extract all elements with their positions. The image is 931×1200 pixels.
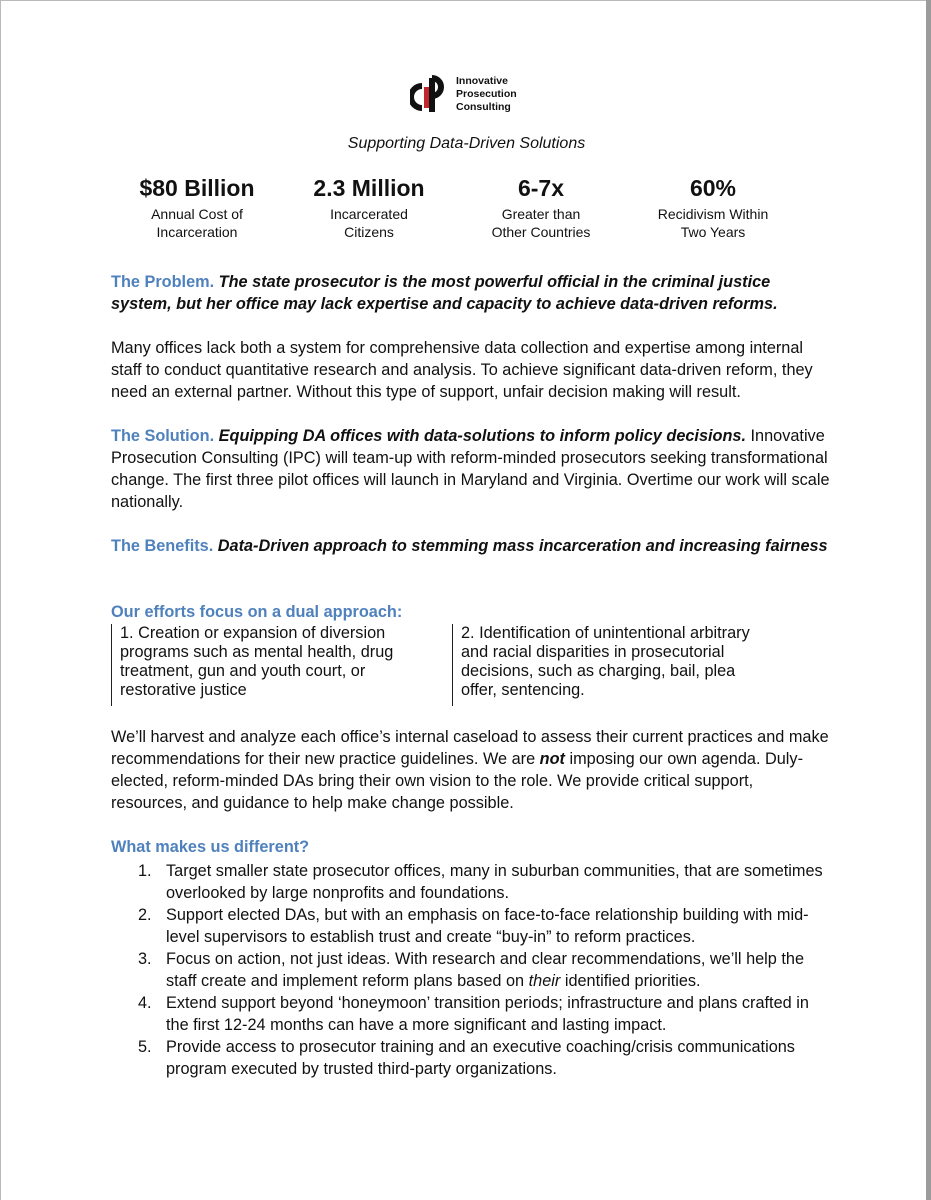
different-list — [111, 860, 831, 1080]
company-logo — [410, 72, 540, 116]
solution-heading: The Solution. — [111, 427, 215, 445]
list-item: 4. Extend support beyond ‘honeymoon’ transition periods; infrastructure and plans crafted in the first 12-24 months can have a more significant and lasting impact. — [138, 994, 809, 1034]
stat-incarcerated — [274, 173, 464, 241]
benefits-section — [111, 535, 831, 557]
page-shadow — [926, 0, 931, 1200]
dual-approach-column-2: 2. Identification of unintentional arbitrary and racial disparities in prosecutorial decisions, such as charging, bail, plea offer, sentencing. — [452, 624, 751, 706]
stat-comparison — [446, 173, 636, 241]
logo-text — [456, 75, 517, 114]
stat-label: Annual Cost of Incarceration — [151, 206, 243, 240]
emphasis-not: not — [539, 750, 565, 768]
solution-body: Innovative Prosecution Consulting (IPC) will team-up with reform-minded prosecutors seeking transformational change. The first three pilot offices will launch in Maryland and Virginia. Overtime our work will scale nationally. — [111, 427, 830, 511]
problem-heading: The Problem. — [111, 273, 215, 291]
dual-approach-heading: Our efforts focus on a dual approach: — [111, 603, 403, 621]
stat-value: 60% — [689, 175, 737, 201]
stat-value: 2.3 Million — [313, 175, 425, 201]
stat-cost — [102, 173, 292, 241]
benefits-lead: Data-Driven approach to stemming mass incarceration and increasing fairness — [217, 537, 828, 555]
problem-body: Many offices lack both a system for comprehensive data collection and expertise among internal staff to conduct quantitative research and analysis. To achieve significant data-driven reform, they need an external partner. Without this type of support, unfair decision making will result. — [111, 339, 813, 401]
stat-label: Recidivism Within Two Years — [657, 206, 769, 240]
list-item: 5. Provide access to prosecutor training and an executive coaching/crisis communications program executed by trusted third-party organizations. — [138, 1038, 795, 1078]
stat-recidivism — [618, 173, 808, 241]
different-heading: What makes us different? — [111, 838, 310, 856]
logo-line: Prosecution — [456, 88, 517, 100]
problem-lead: The state prosecutor is the most powerful official in the criminal justice system, but her office may lack expertise and capacity to achieve data-driven reforms. — [111, 273, 778, 313]
stat-label: Incarcerated Citizens — [330, 206, 408, 240]
solution-section — [111, 425, 831, 513]
stat-value: $80 Billion — [139, 175, 255, 201]
harvest-paragraph: We’ll harvest and analyze each office’s internal caseload to assess their current practices and make recommendations for their new practice guidelines. We are not imposing our own agenda. Duly-elected, reform-minded DAs bring their own vision to the role. We provide critical support, resources, and guidance to help make change possible. — [111, 728, 829, 812]
list-item: 3. Focus on action, not just ideas. With research and clear recommendations, we’ll help the staff create and implement reform plans based on their identified priorities. — [138, 950, 805, 990]
benefits-heading: The Benefits. — [111, 537, 214, 555]
stat-label: Greater than Other Countries — [491, 206, 591, 240]
logo-line: Consulting — [456, 101, 511, 113]
problem-section — [111, 271, 831, 315]
stat-value: 6-7x — [517, 175, 565, 201]
solution-lead: Equipping DA offices with data-solutions to inform policy decisions. — [218, 427, 746, 445]
list-item: 2. Support elected DAs, but with an emphasis on face-to-face relationship building with mid-level supervisors to establish trust and create “buy-in” to reform practices. — [138, 906, 809, 946]
logo-mark-icon — [410, 72, 450, 114]
logo-line: Innovative — [456, 75, 508, 87]
list-item: 1. Target smaller state prosecutor offices, many in suburban communities, that are sometimes overlooked by large nonprofits and foundations. — [138, 862, 823, 902]
dual-approach-column-1: 1. Creation or expansion of diversion programs such as mental health, drug treatment, gun and youth court, or restorative justice — [111, 624, 420, 706]
tagline: Supporting Data-Driven Solutions — [347, 135, 586, 152]
